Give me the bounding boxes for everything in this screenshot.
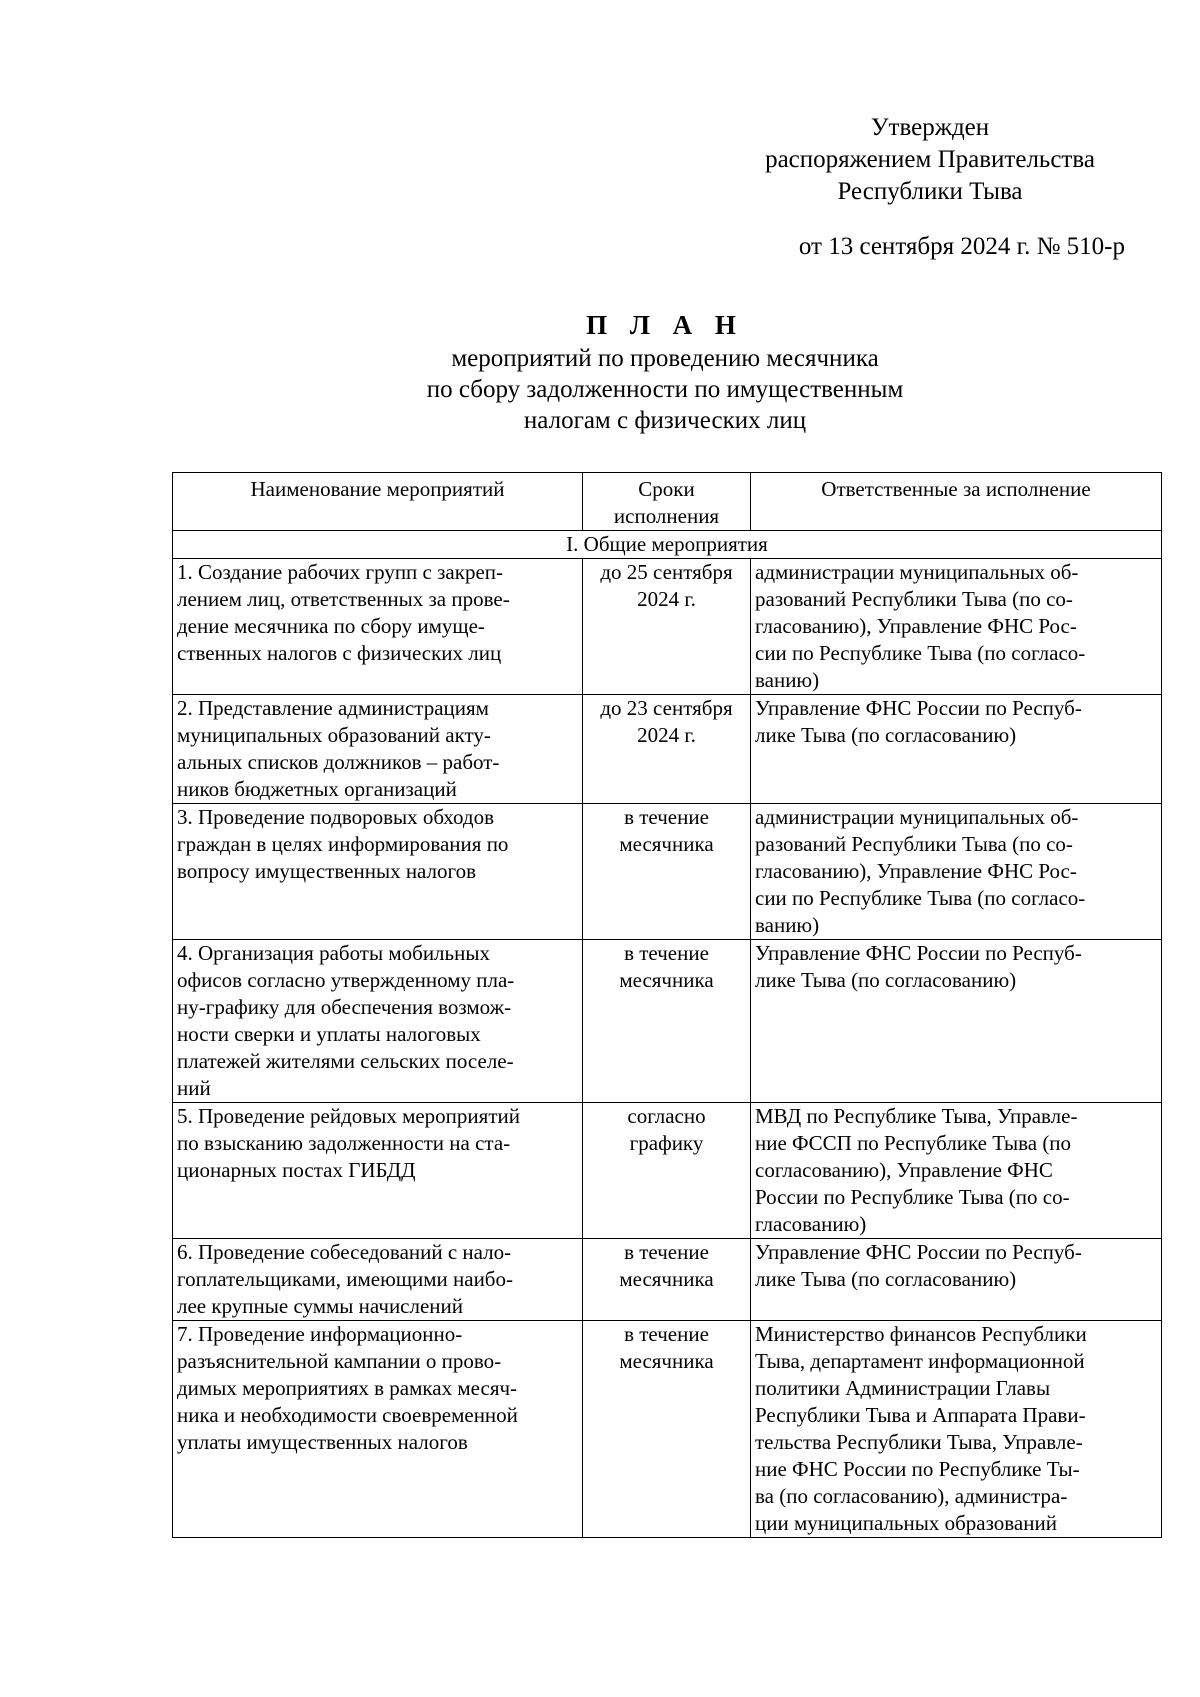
cell-responsible-line: Управление ФНС России по Респуб- — [755, 941, 1082, 965]
cell-activity-name-line: вопросу имущественных налогов — [177, 859, 477, 883]
cell-responsible — [751, 940, 1162, 1103]
table-row — [173, 940, 1162, 1103]
cell-responsible-line: сии по Республике Тыва (по согласо- — [755, 886, 1086, 910]
cell-activity-name — [173, 1321, 583, 1538]
cell-activity-name-line: ности сверки и уплаты налоговых — [177, 1022, 481, 1046]
cell-responsible-line: лике Тыва (по согласованию) — [755, 723, 1017, 747]
cell-deadline-line: месячника — [619, 832, 714, 856]
approval-line-2: распоряжением Правительства — [765, 146, 1095, 173]
cell-activity-name-line: 4. Организация работы мобильных — [177, 941, 490, 965]
cell-deadline-line: до 25 сентября — [600, 560, 733, 584]
cell-deadline — [583, 559, 751, 695]
document-subtitle-line-3: налогам с физических лиц — [523, 407, 807, 434]
cell-activity-name-line: по взысканию задолженности на ста- — [177, 1131, 511, 1155]
cell-activity-name-line: 3. Проведение подворовых обходов — [177, 805, 494, 829]
table-row — [173, 804, 1162, 940]
document-subtitle-line-2: по сбору задолженности по имущественным — [426, 376, 904, 403]
cell-deadline-line: согласно — [627, 1104, 706, 1128]
cell-responsible-line: лике Тыва (по согласованию) — [755, 968, 1017, 992]
cell-responsible-line: разований Республики Тыва (по со- — [755, 587, 1073, 611]
cell-responsible-line: разований Республики Тыва (по со- — [755, 832, 1073, 856]
cell-responsible-line: тельства Республики Тыва, Управле- — [755, 1430, 1083, 1454]
cell-responsible-line: политики Администрации Главы — [755, 1376, 1051, 1400]
cell-deadline-line: до 23 сентября — [600, 696, 733, 720]
cell-responsible — [751, 559, 1162, 695]
cell-activity-name-line: платежей жителями сельских поселе- — [177, 1049, 514, 1073]
cell-deadline — [583, 695, 751, 804]
cell-responsible-line: Тыва, департамент информационной — [755, 1349, 1085, 1373]
cell-activity-name-line: ников бюджетных организаций — [177, 777, 457, 801]
cell-responsible-line: Республики Тыва и Аппарата Прави- — [755, 1403, 1086, 1427]
cell-activity-name-line: ника и необходимости своевременной — [177, 1403, 518, 1427]
cell-responsible-line: России по Республике Тыва (по со- — [755, 1185, 1070, 1209]
cell-responsible-line: гласованию), Управление ФНС Рос- — [755, 859, 1077, 883]
cell-activity-name-line: дение месячника по сбору имуще- — [177, 614, 485, 638]
cell-responsible — [751, 1321, 1162, 1538]
table-row — [173, 1321, 1162, 1538]
cell-activity-name — [173, 940, 583, 1103]
header-term: Сроки исполнения — [583, 473, 751, 531]
cell-responsible — [751, 804, 1162, 940]
cell-activity-name-line: лением лиц, ответственных за прове- — [177, 587, 510, 611]
cell-responsible-line: лике Тыва (по согласованию) — [755, 1267, 1017, 1291]
cell-deadline — [583, 804, 751, 940]
section-title: I. Общие мероприятия — [173, 531, 1162, 559]
cell-activity-name-line: димых мероприятиях в рамках месяч- — [177, 1376, 518, 1400]
document-subtitle-line-1: мероприятий по проведению месячника — [451, 345, 879, 372]
cell-responsible-line: Управление ФНС России по Респуб- — [755, 1240, 1082, 1264]
cell-activity-name-line: 7. Проведение информационно- — [177, 1322, 463, 1346]
cell-responsible-line: ва (по согласованию), администра- — [755, 1484, 1068, 1508]
cell-deadline-line: месячника — [619, 1349, 714, 1373]
cell-deadline-line: 2024 г. — [637, 723, 696, 747]
approval-stamp — [720, 112, 1140, 208]
cell-deadline-line: в течение — [624, 1240, 709, 1264]
cell-responsible-line: ванию) — [755, 913, 820, 937]
cell-responsible-line: МВД по Республике Тыва, Управле- — [755, 1104, 1078, 1128]
cell-activity-name-line: граждан в целях информирования по — [177, 832, 509, 856]
cell-activity-name — [173, 804, 583, 940]
cell-activity-name-line: 2. Представление администрациям — [177, 696, 489, 720]
cell-activity-name-line: ну-графику для обеспечения возмож- — [177, 995, 512, 1019]
cell-activity-name — [173, 1103, 583, 1239]
cell-responsible-line: сии по Республике Тыва (по согласо- — [755, 641, 1086, 665]
section-row — [173, 531, 1162, 559]
cell-responsible-line: согласованию), Управление ФНС — [755, 1158, 1053, 1182]
cell-activity-name-line: 6. Проведение собеседований с нало- — [177, 1240, 512, 1264]
cell-deadline — [583, 1239, 751, 1321]
plan-table — [172, 472, 1162, 1538]
header-responsible: Ответственные за исполнение — [751, 473, 1162, 531]
cell-responsible-line: гласованию) — [755, 1212, 867, 1236]
cell-deadline-line: в течение — [624, 805, 709, 829]
cell-responsible-line: ние ФНС России по Республике Ты- — [755, 1457, 1080, 1481]
cell-activity-name-line: офисов согласно утвержденному пла- — [177, 968, 515, 992]
cell-responsible — [751, 695, 1162, 804]
approval-line-1: Утвержден — [870, 114, 990, 141]
cell-deadline — [583, 1321, 751, 1538]
document-title: П Л А Н — [586, 310, 744, 340]
table-row — [173, 1103, 1162, 1239]
document-title-block — [170, 307, 1160, 436]
cell-deadline — [583, 1103, 751, 1239]
cell-activity-name-line: ционарных постах ГИБДД — [177, 1158, 416, 1182]
cell-responsible-line: ванию) — [755, 668, 820, 692]
cell-activity-name-line: альных списков должников – работ- — [177, 750, 500, 774]
cell-activity-name — [173, 695, 583, 804]
cell-activity-name-line: ственных налогов с физических лиц — [177, 641, 502, 665]
cell-activity-name-line: лее крупные суммы начислений — [177, 1294, 464, 1318]
cell-responsible — [751, 1103, 1162, 1239]
cell-responsible-line: администрации муниципальных об- — [755, 805, 1079, 829]
table-row — [173, 1239, 1162, 1321]
cell-activity-name-line: 1. Создание рабочих групп с закреп- — [177, 560, 503, 584]
cell-activity-name — [173, 559, 583, 695]
cell-activity-name — [173, 1239, 583, 1321]
cell-activity-name-line: разъяснительной кампании о прово- — [177, 1349, 502, 1373]
cell-responsible-line: администрации муниципальных об- — [755, 560, 1079, 584]
cell-activity-name-line: 5. Проведение рейдовых мероприятий — [177, 1104, 520, 1128]
table-row — [173, 695, 1162, 804]
cell-deadline-line: в течение — [624, 1322, 709, 1346]
cell-activity-name-line: гоплательщиками, имеющими наибо- — [177, 1267, 513, 1291]
cell-deadline-line: в течение — [624, 941, 709, 965]
cell-activity-name-line: ний — [177, 1076, 211, 1100]
cell-activity-name-line: муниципальных образований акту- — [177, 723, 491, 747]
table-header-row — [173, 473, 1162, 531]
cell-deadline — [583, 940, 751, 1103]
cell-responsible — [751, 1239, 1162, 1321]
cell-responsible-line: гласованию), Управление ФНС Рос- — [755, 614, 1077, 638]
cell-responsible-line: ние ФССП по Республике Тыва (по — [755, 1131, 1072, 1155]
header-name: Наименование мероприятий — [173, 473, 583, 531]
approval-date: от 13 сентября 2024 г. № 510-р — [798, 233, 1125, 260]
cell-activity-name-line: уплаты имущественных налогов — [177, 1430, 468, 1454]
cell-responsible-line: Управление ФНС России по Респуб- — [755, 696, 1082, 720]
cell-deadline-line: графику — [629, 1131, 704, 1155]
cell-deadline-line: 2024 г. — [637, 587, 696, 611]
approval-line-3: Республики Тыва — [837, 178, 1023, 205]
cell-deadline-line: месячника — [619, 1267, 714, 1291]
cell-deadline-line: месячника — [619, 968, 714, 992]
cell-responsible-line: ции муниципальных образований — [755, 1511, 1057, 1535]
cell-responsible-line: Министерство финансов Республики — [755, 1322, 1087, 1346]
table-row — [173, 559, 1162, 695]
